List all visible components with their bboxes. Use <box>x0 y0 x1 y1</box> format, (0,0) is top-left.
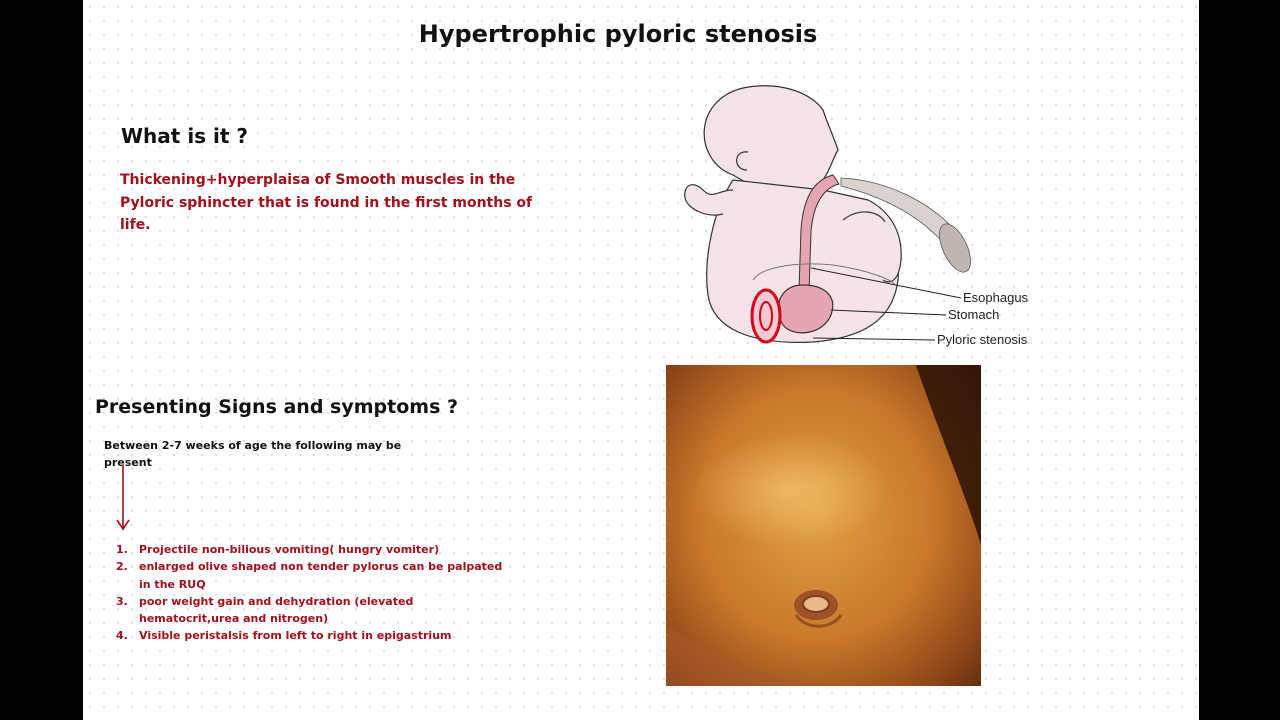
page-title: Hypertrophic pyloric stenosis <box>418 20 818 48</box>
esophagus-label: Esophagus <box>963 290 1029 305</box>
signs-symptoms-heading: Presenting Signs and symptoms ? <box>95 396 459 418</box>
list-number: 4. <box>116 629 128 643</box>
list-number: 1. <box>116 543 128 556</box>
list-number: 2. <box>116 560 128 574</box>
infant-anatomy-diagram <box>663 80 1029 350</box>
abdomen-photo <box>666 365 981 686</box>
list-item-text: enlarged olive shaped non tender pylorus can be palpated in the RUQ <box>139 560 503 591</box>
age-intro-text: Between 2-7 weeks of age the following may be present <box>104 439 402 469</box>
pylorus-highlight <box>752 290 780 342</box>
pyloric-stenosis-label: Pyloric stenosis <box>937 332 1028 347</box>
symptom-list <box>116 541 516 645</box>
down-arrow-icon <box>113 464 133 534</box>
list-item-text: Visible peristalsis from left to right in epigastrium <box>139 629 452 643</box>
stomach-label: Stomach <box>948 307 1000 322</box>
list-item <box>116 558 516 593</box>
list-item <box>116 627 516 644</box>
list-item-text: Projectile non-bilious vomiting( hungry vomiter) <box>139 543 440 556</box>
abdomen-photo-detail <box>666 365 981 686</box>
what-is-it-heading: What is it ? <box>121 124 249 148</box>
definition-text: Thickening+hyperplaisa of Smooth muscles in the Pyloric sphincter that is found in the first months of life. <box>120 172 533 233</box>
list-item <box>116 593 516 628</box>
list-number: 3. <box>116 594 128 608</box>
list-item-text: poor weight gain and dehydration (elevated hematocrit,urea and nitrogen) <box>139 594 414 626</box>
slide-page <box>83 0 1199 720</box>
list-item <box>116 541 516 558</box>
infant-head <box>704 86 838 199</box>
